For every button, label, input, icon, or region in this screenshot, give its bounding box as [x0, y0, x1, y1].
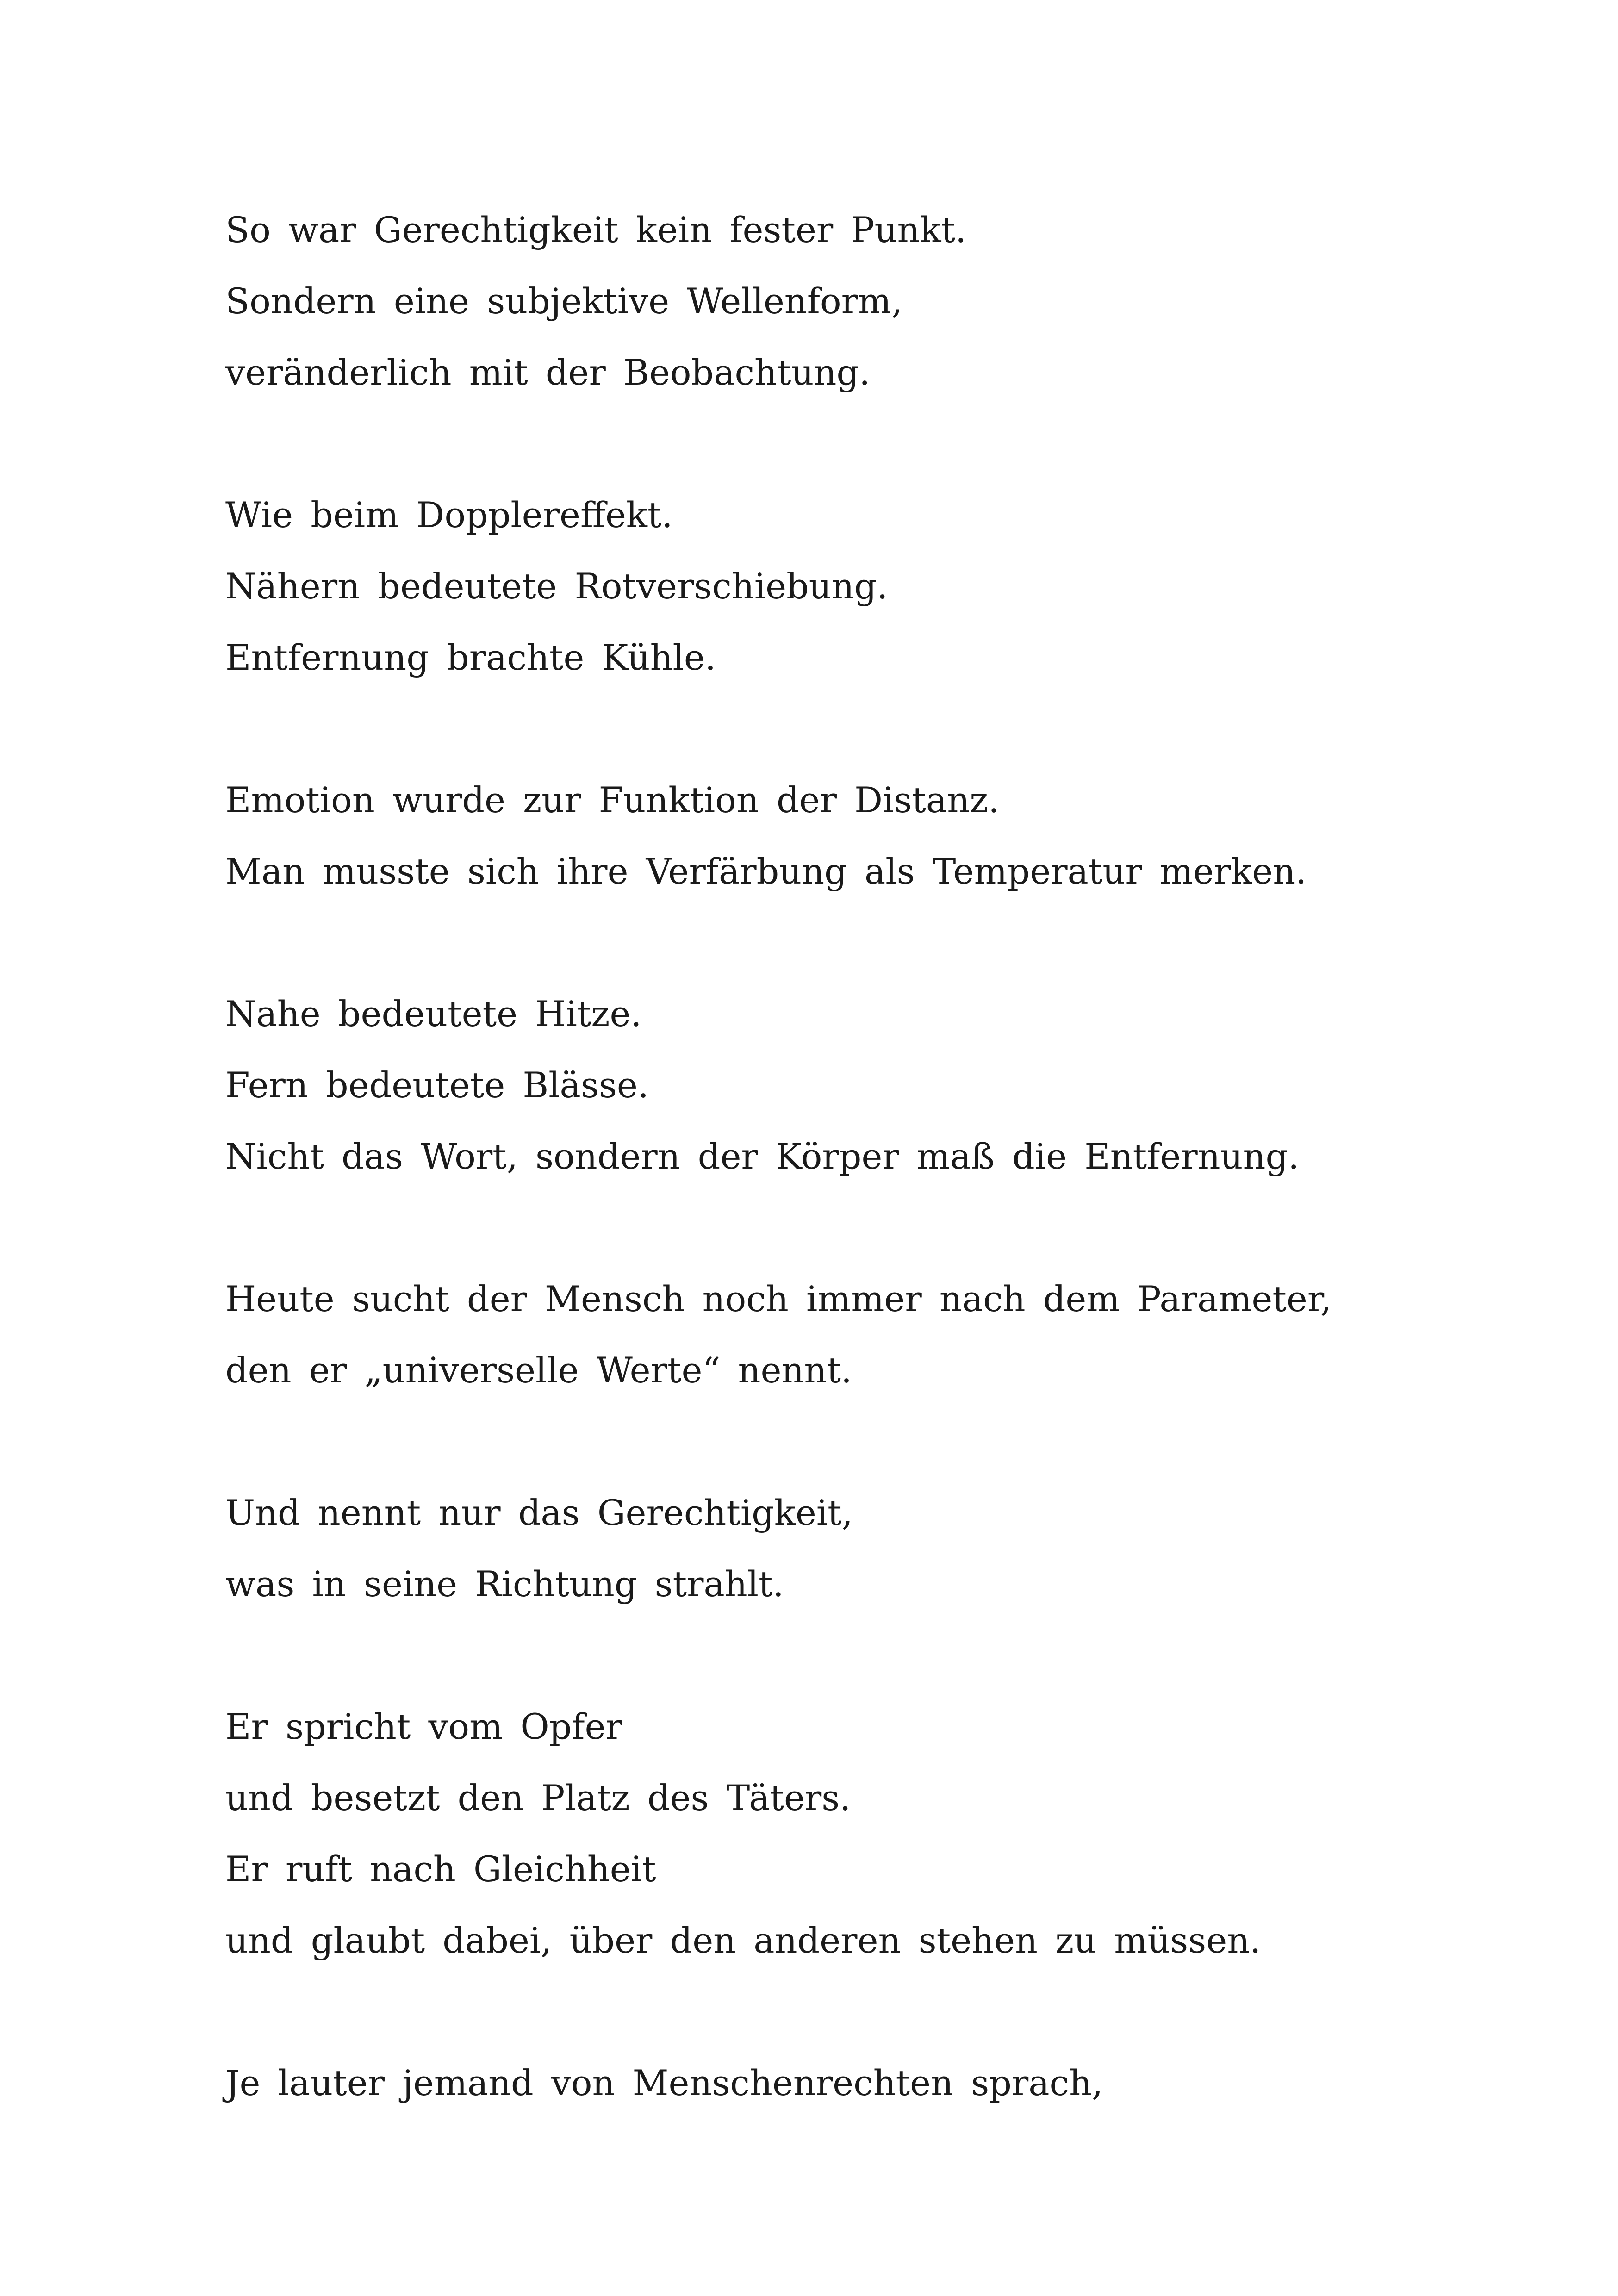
- text-line: Er ruft nach Gleichheit: [225, 1848, 656, 1890]
- text-line: und besetzt den Platz des Täters.: [225, 1777, 851, 1818]
- stanza-gap: [225, 1976, 1521, 2047]
- stanza-gap: [225, 907, 1521, 978]
- stanza-gap: [225, 1192, 1521, 1263]
- text-line: und glaubt dabei, über den anderen stehen zu müssen.: [225, 1920, 1261, 1961]
- text-line: Nicht das Wort, sondern der Körper maß die Entfernung.: [225, 1136, 1300, 1177]
- stanza-6: [225, 1477, 1521, 1620]
- stanza-5: [225, 1263, 1521, 1406]
- text-line: Je lauter jemand von Menschenrechten sprach,: [225, 2062, 1103, 2103]
- text-line: den er „universelle Werte“ nennt.: [225, 1350, 853, 1391]
- poem-text: [225, 194, 1521, 2119]
- text-line: Er spricht vom Opfer: [225, 1706, 622, 1747]
- text-line: So war Gerechtigkeit kein fester Punkt.: [225, 209, 967, 250]
- stanza-4: [225, 978, 1521, 1192]
- text-line: Und nennt nur das Gerechtigkeit,: [225, 1492, 853, 1533]
- stanza-2: [225, 479, 1521, 693]
- stanza-gap: [225, 1620, 1521, 1691]
- text-line: Man musste sich ihre Verfärbung als Temperatur merken.: [225, 851, 1307, 892]
- stanza-3: [225, 765, 1521, 907]
- stanza-7: [225, 1691, 1521, 1976]
- text-line: Heute sucht der Mensch noch immer nach dem Parameter,: [225, 1278, 1332, 1319]
- stanza-gap: [225, 408, 1521, 479]
- text-line: Nahe bedeutete Hitze.: [225, 993, 642, 1034]
- stanza-gap: [225, 693, 1521, 765]
- text-line: veränderlich mit der Beobachtung.: [225, 352, 871, 393]
- text-line: Wie beim Dopplereffekt.: [225, 494, 673, 535]
- text-line: Entfernung brachte Kühle.: [225, 637, 716, 678]
- stanza-gap: [225, 1406, 1521, 1477]
- stanza-8: [225, 2047, 1521, 2119]
- text-line: Sondern eine subjektive Wellenform,: [225, 280, 903, 322]
- text-line: was in seine Richtung strahlt.: [225, 1563, 784, 1605]
- stanza-1: [225, 194, 1521, 408]
- text-line: Emotion wurde zur Funktion der Distanz.: [225, 779, 1000, 821]
- text-line: Nähern bedeutete Rotverschiebung.: [225, 566, 888, 607]
- text-line: Fern bedeutete Blässe.: [225, 1064, 649, 1106]
